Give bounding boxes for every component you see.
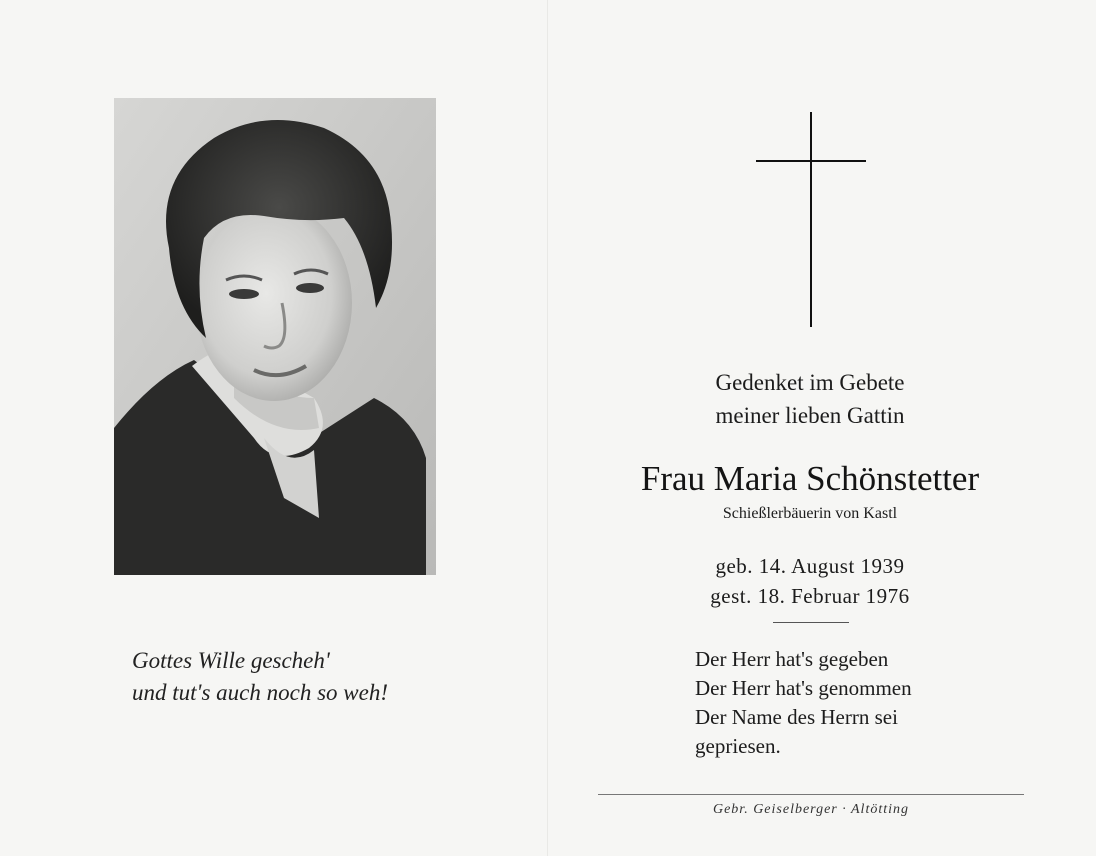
caption-line-2: und tut's auch noch so weh! [132, 680, 388, 705]
verse-line-4: gepriesen. [695, 734, 781, 758]
photo-caption [132, 645, 462, 709]
intro-line-1: Gedenket im Gebete [715, 370, 905, 395]
deceased-name: Frau Maria Schönstetter [640, 459, 980, 498]
verse-line-2: Der Herr hat's genommen [695, 676, 912, 700]
separator-line [773, 622, 849, 623]
intro-line-2: meiner lieben Gattin [715, 403, 905, 428]
caption-line-1: Gottes Wille gescheh' [132, 648, 330, 673]
bible-verse [695, 645, 1015, 761]
verse-line-1: Der Herr hat's gegeben [695, 647, 889, 671]
verse-line-3: Der Name des Herrn sei [695, 705, 898, 729]
printer-imprint: Gebr. Geiselberger · Altötting [712, 802, 910, 817]
cross-icon [756, 112, 866, 327]
footer-rule [598, 794, 1024, 795]
deceased-subtitle: Schießlerbäuerin von Kastl [722, 505, 898, 522]
card-fold-line [547, 0, 548, 856]
death-date: gest. 18. Februar 1976 [710, 584, 910, 608]
intro-text [580, 366, 1040, 432]
portrait-image [114, 98, 436, 575]
birth-date: geb. 14. August 1939 [715, 554, 905, 578]
portrait-photo [114, 98, 436, 575]
life-dates [580, 551, 1040, 611]
